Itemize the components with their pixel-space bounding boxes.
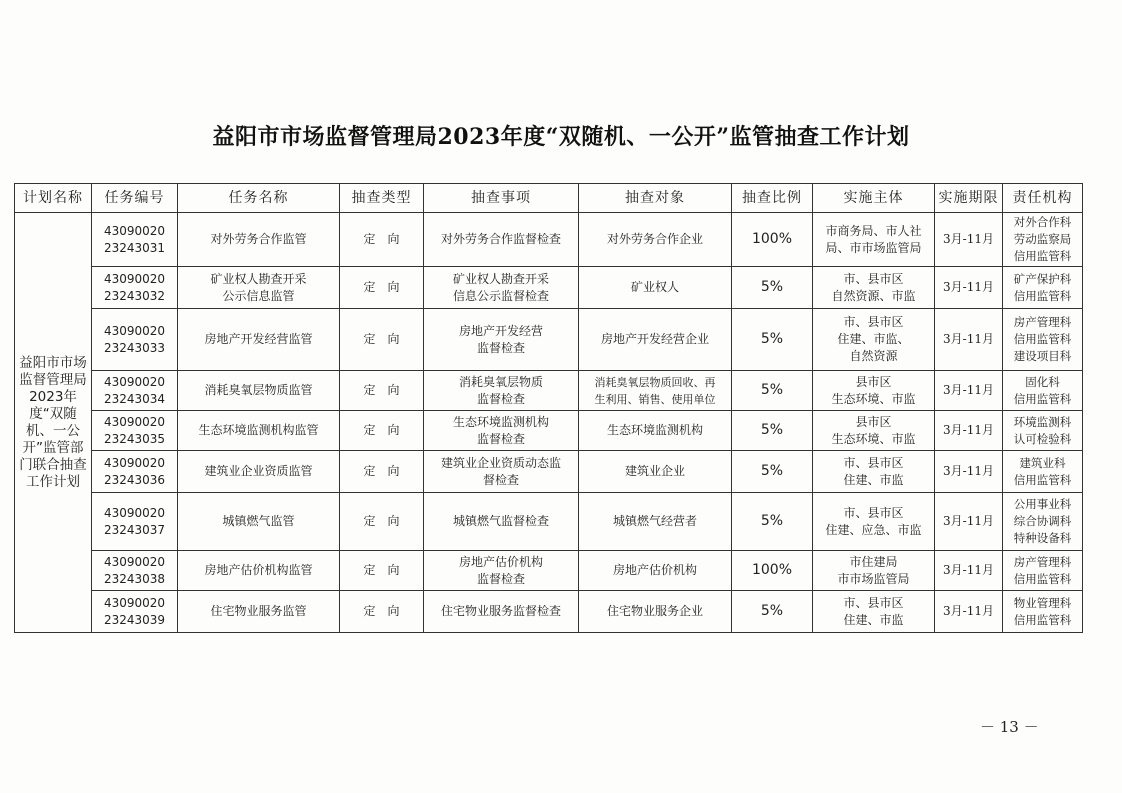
dept-line: 建筑业科 (1019, 455, 1066, 470)
dept-line: 公用事业科 (1013, 497, 1072, 511)
check-item-line: 矿业权人勘查开采 (452, 271, 549, 286)
header-task-id: 任务编号 (92, 184, 178, 213)
task-id-cell (92, 411, 178, 451)
dept-line: 劳动监察局 (1013, 232, 1072, 246)
task-name-cell (178, 551, 340, 591)
check-item-line: 城镇燃气监督检查 (452, 514, 549, 528)
task-id-line: 43090020 (103, 505, 166, 520)
subject-line: 住建、市监 (843, 472, 904, 487)
subject-line: 县市区 (855, 374, 892, 389)
page-number: － 13 － (980, 718, 1039, 736)
check-object-cell (579, 411, 732, 451)
dept-cell (1003, 267, 1083, 309)
subject-cell (813, 551, 935, 591)
check-object-cell (579, 267, 732, 309)
task-id-cell (92, 213, 178, 267)
task-name-cell (178, 371, 340, 411)
subject-line: 市、县市区 (843, 271, 904, 286)
period-cell: 3月-11月 (935, 309, 1003, 371)
task-id-line: 23243032 (103, 288, 166, 303)
table-row (15, 551, 1083, 591)
subject-line: 市、县市区 (843, 315, 904, 329)
dept-line: 信用监管科 (1013, 391, 1072, 406)
task-id-line: 23243039 (103, 612, 166, 627)
task-id-line: 23243034 (103, 391, 166, 406)
task-name-line: 房地产估价机构监管 (204, 563, 313, 577)
table-row (15, 309, 1083, 371)
dept-cell (1003, 213, 1083, 267)
dept-line: 信用监管科 (1013, 332, 1072, 346)
table-row (15, 591, 1083, 633)
check-item-line: 生态环境监测机构 (452, 414, 549, 429)
table-row (15, 451, 1083, 493)
subject-line: 住建、应急、市监 (825, 522, 922, 537)
table-row (15, 411, 1083, 451)
subject-line: 市、县市区 (843, 505, 904, 520)
subject-cell (813, 591, 935, 633)
check-ratio-cell: 5% (732, 493, 813, 551)
task-name-line: 公示信息监管 (222, 288, 295, 303)
task-name-line: 房地产开发经营监管 (204, 332, 313, 346)
check-ratio-cell: 100% (732, 213, 813, 267)
subject-line: 市市场监管局 (837, 571, 910, 586)
check-type-cell: 定 向 (340, 267, 424, 309)
subject-line: 县市区 (855, 414, 892, 429)
task-name-cell (178, 267, 340, 309)
task-id-line: 23243033 (103, 340, 166, 355)
task-id-line: 43090020 (103, 455, 166, 470)
dept-line: 信用监管科 (1013, 288, 1072, 303)
check-object-line: 生态环境监测机构 (606, 423, 703, 437)
header-check-type: 抽查类型 (340, 184, 424, 213)
check-object-line: 消耗臭氧层物质回收、再 (594, 375, 716, 389)
table-row (15, 267, 1083, 309)
check-type-cell: 定 向 (340, 591, 424, 633)
check-type-cell: 定 向 (340, 451, 424, 493)
task-name-cell (178, 213, 340, 267)
check-item-line: 监督检查 (476, 431, 525, 446)
dept-line: 房产管理科 (1013, 315, 1072, 329)
subject-cell (813, 309, 935, 371)
check-type-cell: 定 向 (340, 411, 424, 451)
task-id-line: 43090020 (103, 271, 166, 286)
dept-line: 特种设备科 (1013, 531, 1072, 545)
task-id-cell (92, 309, 178, 371)
check-object-line: 矿业权人 (630, 280, 679, 294)
check-item-cell (424, 451, 579, 493)
period-cell: 3月-11月 (935, 493, 1003, 551)
check-item-line: 监督检查 (476, 571, 525, 586)
check-ratio-cell: 5% (732, 411, 813, 451)
subject-line: 市、县市区 (843, 595, 904, 610)
dept-cell (1003, 309, 1083, 371)
period-cell: 3月-11月 (935, 213, 1003, 267)
page-title: 益阳市市场监督管理局2023年度“双随机、一公开”监管抽查工作计划 (212, 124, 910, 150)
check-item-cell (424, 493, 579, 551)
check-item-line: 督检查 (482, 472, 519, 487)
dept-line: 认可检验科 (1013, 431, 1072, 446)
header-check-ratio: 抽查比例 (732, 184, 813, 213)
check-item-line: 消耗臭氧层物质 (458, 374, 543, 389)
task-id-cell (92, 493, 178, 551)
check-item-line: 监督检查 (476, 340, 525, 355)
check-item-cell (424, 591, 579, 633)
subject-cell (813, 451, 935, 493)
check-type-cell: 定 向 (340, 371, 424, 411)
subject-line: 住建、市监 (843, 612, 904, 627)
check-item-cell (424, 371, 579, 411)
dept-cell (1003, 451, 1083, 493)
check-object-cell (579, 591, 732, 633)
check-item-cell (424, 267, 579, 309)
dept-line: 对外合作科 (1013, 215, 1072, 229)
subject-cell (813, 411, 935, 451)
subject-cell (813, 493, 935, 551)
check-object-line: 城镇燃气经营者 (612, 514, 697, 528)
task-id-cell (92, 451, 178, 493)
dept-line: 信用监管科 (1013, 571, 1072, 586)
check-ratio-cell: 5% (732, 371, 813, 411)
task-id-line: 43090020 (103, 374, 166, 389)
check-object-line: 房地产估价机构 (612, 563, 697, 577)
header-period: 实施期限 (935, 184, 1003, 213)
check-ratio-cell: 5% (732, 451, 813, 493)
subject-line: 市住建局 (849, 554, 898, 569)
subject-cell (813, 371, 935, 411)
subject-line: 自然资源、市监 (831, 288, 916, 303)
dept-line: 信用监管科 (1013, 249, 1072, 263)
period-cell: 3月-11月 (935, 411, 1003, 451)
task-id-line: 23243035 (103, 431, 166, 446)
check-type-cell: 定 向 (340, 551, 424, 591)
check-item-cell (424, 551, 579, 591)
task-id-line: 23243038 (103, 571, 166, 586)
task-id-cell (92, 371, 178, 411)
header-check-object: 抽查对象 (579, 184, 732, 213)
header-check-item: 抽查事项 (424, 184, 579, 213)
header-dept: 责任机构 (1003, 184, 1083, 213)
task-id-line: 43090020 (103, 554, 166, 569)
task-name-cell (178, 591, 340, 633)
table-row (15, 493, 1083, 551)
period-cell: 3月-11月 (935, 371, 1003, 411)
task-id-line: 43090020 (103, 223, 166, 238)
dept-cell (1003, 493, 1083, 551)
task-name-line: 住宅物业服务监管 (210, 604, 307, 618)
subject-line: 自然资源 (849, 349, 898, 363)
table-row (15, 371, 1083, 411)
task-name-cell (178, 309, 340, 371)
check-object-cell (579, 551, 732, 591)
task-name-line: 对外劳务合作监管 (210, 232, 307, 246)
check-object-cell (579, 371, 732, 411)
subject-cell (813, 213, 935, 267)
task-name-line: 城镇燃气监管 (222, 514, 295, 528)
check-ratio-cell: 5% (732, 309, 813, 371)
check-ratio-cell: 5% (732, 591, 813, 633)
check-item-line: 房地产估价机构 (458, 554, 543, 569)
period-cell: 3月-11月 (935, 591, 1003, 633)
check-object-cell (579, 309, 732, 371)
task-id-line: 43090020 (103, 414, 166, 429)
check-object-line: 对外劳务合作企业 (606, 232, 703, 246)
task-name-cell (178, 411, 340, 451)
check-item-cell (424, 213, 579, 267)
header-subject: 实施主体 (813, 184, 935, 213)
header-plan-name: 计划名称 (15, 184, 92, 213)
dept-line: 环境监测科 (1013, 414, 1072, 429)
task-id-cell (92, 267, 178, 309)
subject-line: 市商务局、市人社 (825, 223, 922, 238)
subject-line: 局、市市场监管局 (825, 240, 922, 255)
dept-cell (1003, 411, 1083, 451)
check-object-cell (579, 213, 732, 267)
check-item-line: 房地产开发经营 (458, 323, 543, 338)
dept-line: 固化科 (1025, 374, 1060, 389)
task-id-cell (92, 551, 178, 591)
header-task-name: 任务名称 (178, 184, 340, 213)
task-id-line: 43090020 (103, 595, 166, 610)
task-name-line: 生态环境监测机构监管 (198, 423, 319, 437)
check-object-cell (579, 493, 732, 551)
task-id-cell (92, 591, 178, 633)
check-item-cell (424, 309, 579, 371)
plan-name-cell: 益阳市市场监督管理局2023年度“双随机、一公开”监管部门联合抽查工作计划 (15, 213, 92, 633)
check-item-cell (424, 411, 579, 451)
task-id-line: 43090020 (103, 323, 166, 338)
dept-line: 信用监管科 (1013, 612, 1072, 627)
dept-cell (1003, 551, 1083, 591)
check-object-line: 住宅物业服务企业 (606, 604, 703, 618)
check-item-line: 监督检查 (476, 391, 525, 406)
subject-cell (813, 267, 935, 309)
task-name-line: 消耗臭氧层物质监管 (204, 383, 313, 397)
dept-line: 建设项目科 (1013, 349, 1072, 363)
dept-cell (1003, 371, 1083, 411)
dept-line: 房产管理科 (1013, 554, 1072, 569)
period-cell: 3月-11月 (935, 551, 1003, 591)
subject-line: 生态环境、市监 (831, 431, 916, 446)
check-item-line: 对外劳务合作监督检查 (440, 232, 561, 246)
check-type-cell: 定 向 (340, 309, 424, 371)
check-object-cell (579, 451, 732, 493)
task-name-cell (178, 451, 340, 493)
dept-line: 综合协调科 (1013, 514, 1072, 528)
dept-line: 矿产保护科 (1013, 271, 1072, 286)
task-id-line: 23243031 (103, 240, 166, 255)
subject-line: 住建、市监、 (837, 332, 910, 346)
subject-line: 生态环境、市监 (831, 391, 916, 406)
task-name-line: 建筑业企业资质监管 (204, 464, 313, 478)
check-object-line: 建筑业企业 (624, 464, 685, 478)
check-ratio-cell: 5% (732, 267, 813, 309)
task-name-line: 矿业权人勘查开采 (210, 271, 307, 286)
check-ratio-cell: 100% (732, 551, 813, 591)
check-object-line: 房地产开发经营企业 (600, 332, 709, 346)
dept-cell (1003, 591, 1083, 633)
subject-line: 市、县市区 (843, 455, 904, 470)
check-item-line: 信息公示监督检查 (452, 288, 549, 303)
table-row (15, 213, 1083, 267)
dept-line: 物业管理科 (1013, 595, 1072, 610)
table-header-row (15, 184, 1083, 213)
task-name-cell (178, 493, 340, 551)
task-id-line: 23243037 (103, 522, 166, 537)
check-item-line: 住宅物业服务监督检查 (440, 604, 561, 618)
period-cell: 3月-11月 (935, 451, 1003, 493)
check-type-cell: 定 向 (340, 493, 424, 551)
task-id-line: 23243036 (103, 472, 166, 487)
check-type-cell: 定 向 (340, 213, 424, 267)
dept-line: 信用监管科 (1013, 472, 1072, 487)
check-object-line: 生利用、销售、使用单位 (594, 392, 716, 406)
plan-table (14, 183, 1083, 633)
period-cell: 3月-11月 (935, 267, 1003, 309)
check-item-line: 建筑业企业资质动态监 (440, 455, 561, 470)
